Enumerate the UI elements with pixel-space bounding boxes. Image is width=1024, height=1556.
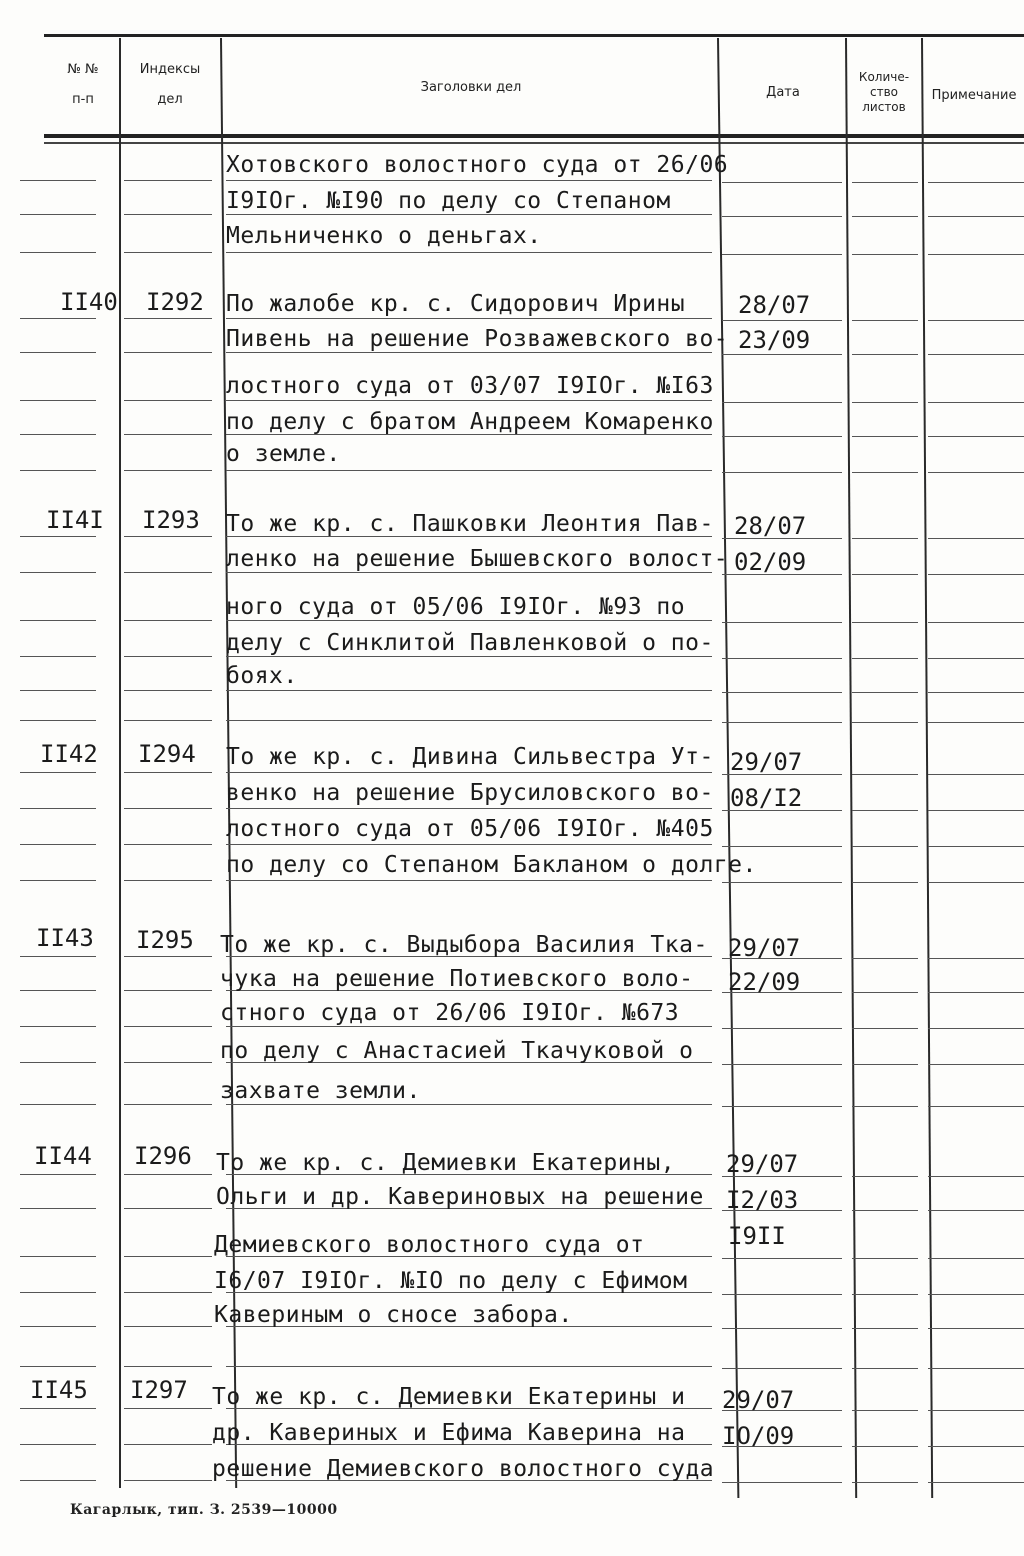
ruled-line — [124, 880, 212, 881]
entry-title-line: То же кр. с. Демиевки Екатерины и — [212, 1384, 686, 1410]
ruled-line — [124, 1062, 212, 1063]
ruled-line — [20, 572, 96, 573]
entry-title-line: по делу со Степаном Бакланом о долге. — [226, 852, 757, 878]
entry-title-line: Хотовского волостного суда от 26/06 — [226, 152, 729, 178]
ruled-line — [124, 180, 212, 181]
ruled-line — [722, 182, 842, 183]
ruled-line — [20, 1208, 96, 1209]
ruled-line — [124, 434, 212, 435]
entry-date: 29/07 — [730, 748, 803, 776]
ruled-line — [124, 1480, 212, 1481]
ruled-line — [124, 1104, 212, 1105]
ruled-line — [928, 436, 1024, 437]
ruled-line — [226, 572, 712, 573]
ruled-line — [928, 846, 1024, 847]
entry-title-line: Пивень на решение Розважевского во- — [226, 326, 729, 352]
ruled-line — [852, 722, 918, 723]
ruled-line — [124, 1208, 212, 1209]
ruled-line — [20, 180, 96, 181]
ruled-line — [20, 1480, 96, 1481]
ruled-line — [722, 1106, 842, 1107]
ruled-line — [20, 1174, 96, 1175]
ruled-line — [226, 656, 712, 657]
ruled-line — [226, 318, 712, 319]
entry-title-line: боях. — [226, 663, 298, 689]
entry-index: I296 — [134, 1142, 192, 1170]
ruled-line — [20, 844, 96, 845]
ruled-line — [852, 1210, 918, 1211]
ruled-line — [20, 1104, 96, 1105]
ruled-line — [20, 1062, 96, 1063]
header-col-date-text: Дата — [766, 85, 800, 100]
ruled-line — [722, 882, 842, 883]
ruled-line — [722, 1294, 842, 1295]
ruled-line — [124, 252, 212, 253]
entry-number: II43 — [36, 924, 94, 952]
ruled-line — [124, 1408, 212, 1409]
ruled-line — [226, 352, 712, 353]
ruled-line — [124, 620, 212, 621]
entry-date: 29/07 — [726, 1150, 799, 1178]
ruled-line — [928, 810, 1024, 811]
ruled-line — [928, 216, 1024, 217]
ruled-line — [852, 1176, 918, 1177]
ruled-line — [20, 656, 96, 657]
ruled-line — [852, 1410, 918, 1411]
header-col-count — [848, 70, 920, 115]
column-divider-1 — [119, 38, 121, 1488]
ruled-line — [928, 1210, 1024, 1211]
entry-title-line: Мельниченко о деньгах. — [226, 223, 542, 249]
ruled-line — [852, 216, 918, 217]
ruled-line — [722, 1482, 842, 1483]
ruled-line — [124, 656, 212, 657]
ruled-line — [226, 1104, 712, 1105]
ruled-line — [852, 774, 918, 775]
entry-date: 08/I2 — [730, 784, 803, 812]
ruled-line — [852, 810, 918, 811]
header-col-date — [722, 85, 844, 101]
ruled-line — [852, 1328, 918, 1329]
ruled-line — [226, 772, 712, 773]
entry-title-line: То же кр. с. Пашковки Леонтия Пав- — [226, 511, 714, 537]
ruled-line — [124, 536, 212, 537]
entry-index: I295 — [136, 926, 194, 954]
entry-number: II42 — [40, 740, 98, 768]
ruled-line — [20, 400, 96, 401]
header-top-rule — [44, 34, 1024, 37]
ruled-line — [226, 1366, 712, 1367]
ruled-line — [722, 1368, 842, 1369]
ruled-line — [20, 990, 96, 991]
ruled-line — [928, 254, 1024, 255]
ruled-line — [722, 436, 842, 437]
ruled-line — [928, 658, 1024, 659]
entry-date: 23/09 — [738, 326, 811, 354]
ruled-line — [226, 720, 712, 721]
printer-footer: Кагарлык, тип. З. 2539—10000 — [70, 1502, 338, 1518]
ruled-line — [852, 1446, 918, 1447]
ruled-line — [124, 1256, 212, 1257]
ruled-line — [928, 1368, 1024, 1369]
entry-index: I293 — [142, 506, 200, 534]
header-col-index — [124, 62, 216, 108]
ruled-line — [226, 690, 712, 691]
ruled-line — [928, 1328, 1024, 1329]
ruled-line — [20, 1366, 96, 1367]
header-col-note — [924, 88, 1024, 104]
ruled-line — [928, 574, 1024, 575]
ruled-line — [722, 1028, 842, 1029]
entry-title-line: чука на решение Потиевского воло- — [220, 966, 694, 992]
ruled-line — [928, 722, 1024, 723]
ruled-line — [124, 844, 212, 845]
entry-title-line: захвате земли. — [220, 1078, 421, 1104]
ruled-line — [20, 808, 96, 809]
entry-title-line: То же кр. с. Выдыбора Василия Тка- — [220, 932, 708, 958]
ruled-line — [722, 402, 842, 403]
ruled-line — [722, 354, 842, 355]
entry-title-line: о земле. — [226, 441, 341, 467]
entry-number: II4I — [46, 506, 104, 534]
entry-title-line: По жалобе кр. с. Сидорович Ирины — [226, 291, 686, 317]
entry-number: II45 — [30, 1376, 88, 1404]
ruled-line — [226, 620, 712, 621]
ruled-line — [722, 1258, 842, 1259]
ruled-line — [20, 252, 96, 253]
entry-date: I9II — [728, 1222, 786, 1250]
ruled-line — [124, 808, 212, 809]
header-col-index-line2: дел — [157, 92, 183, 107]
ruled-line — [20, 690, 96, 691]
ruled-line — [20, 1408, 96, 1409]
ruled-line — [928, 622, 1024, 623]
ruled-line — [722, 658, 842, 659]
ruled-line — [124, 1026, 212, 1027]
column-divider-5 — [921, 38, 933, 1498]
ruled-line — [928, 958, 1024, 959]
ruled-line — [852, 1106, 918, 1107]
entry-number: II40 — [60, 288, 118, 316]
ruled-line — [852, 436, 918, 437]
ruled-line — [928, 472, 1024, 473]
ruled-line — [20, 1292, 96, 1293]
entry-number: II44 — [34, 1142, 92, 1170]
header-col-count-line3: листов — [862, 100, 906, 114]
ruled-line — [928, 402, 1024, 403]
ruled-line — [124, 1292, 212, 1293]
ruled-line — [928, 1176, 1024, 1177]
ruled-line — [20, 1444, 96, 1445]
ruled-line — [124, 1174, 212, 1175]
ruled-line — [722, 722, 842, 723]
ruled-line — [124, 1326, 212, 1327]
ruled-line — [124, 214, 212, 215]
entry-title-line: лостного суда от 05/06 I9IOг. №405 — [226, 816, 714, 842]
ruled-line — [852, 320, 918, 321]
ruled-line — [852, 1482, 918, 1483]
ruled-line — [722, 254, 842, 255]
ruled-line — [20, 772, 96, 773]
ruled-line — [20, 318, 96, 319]
ruled-line — [722, 1064, 842, 1065]
entry-date: 29/07 — [728, 934, 801, 962]
ruled-line — [928, 1446, 1024, 1447]
header-col-number — [52, 62, 114, 108]
header-col-note-text: Примечание — [931, 88, 1017, 103]
ruled-line — [852, 254, 918, 255]
ruled-line — [20, 620, 96, 621]
entry-title-line: решение Демиевского волостного суда — [212, 1456, 715, 1482]
ruled-line — [852, 622, 918, 623]
ruled-line — [124, 400, 212, 401]
entry-title-line: I6/07 I9IOг. №IO по делу с Ефимом — [214, 1268, 688, 1294]
ruled-line — [928, 1410, 1024, 1411]
ruled-line — [852, 992, 918, 993]
ruled-line — [852, 574, 918, 575]
ruled-line — [722, 692, 842, 693]
ruled-line — [20, 880, 96, 881]
entry-title-line: ленко на решение Бышевского волост- — [226, 546, 729, 572]
ruled-line — [226, 1026, 712, 1027]
ruled-line — [226, 808, 712, 809]
entry-title-line: ного суда от 05/06 I9IOг. №93 по — [226, 594, 686, 620]
entry-date: 22/09 — [728, 968, 801, 996]
entry-title-line: То же кр. с. Дивина Сильвестра Ут- — [226, 744, 714, 770]
ruled-line — [928, 692, 1024, 693]
ruled-line — [226, 470, 712, 471]
entry-title-line: стного суда от 26/06 I9IOг. №673 — [220, 1000, 680, 1026]
entry-date: 29/07 — [722, 1386, 795, 1414]
ruled-line — [852, 882, 918, 883]
ruled-line — [852, 538, 918, 539]
entry-title-line: венко на решение Брусиловского во- — [226, 780, 714, 806]
ruled-line — [722, 320, 842, 321]
ruled-line — [124, 956, 212, 957]
entry-date: IO/09 — [722, 1422, 795, 1450]
ruled-line — [20, 434, 96, 435]
ruled-line — [20, 214, 96, 215]
ruled-line — [20, 470, 96, 471]
entry-title-line: др. Кавериных и Ефима Каверина на — [212, 1420, 686, 1446]
entry-index: I294 — [138, 740, 196, 768]
ruled-line — [928, 1064, 1024, 1065]
header-col-index-line1: Индексы — [139, 62, 201, 77]
ruled-line — [928, 182, 1024, 183]
entry-title-line: Демиевского волостного суда от — [214, 1232, 645, 1258]
ruled-line — [852, 472, 918, 473]
ruled-line — [226, 214, 712, 215]
ruled-line — [226, 844, 712, 845]
entry-date: 28/07 — [738, 291, 811, 319]
ruled-line — [226, 180, 712, 181]
ruled-line — [928, 1294, 1024, 1295]
header-col-count-line1: Количе- — [858, 70, 910, 84]
entry-title-line: лостного суда от 03/07 I9IOг. №I63 — [226, 373, 714, 399]
ruled-line — [124, 352, 212, 353]
ruled-line — [928, 882, 1024, 883]
ruled-line — [928, 774, 1024, 775]
ruled-line — [852, 1294, 918, 1295]
entry-title-line: Ольги и др. Кавериновых на решение — [216, 1184, 704, 1210]
ruled-line — [226, 880, 712, 881]
ruled-line — [20, 352, 96, 353]
ruled-line — [852, 1028, 918, 1029]
ruled-line — [20, 1326, 96, 1327]
ruled-line — [928, 1028, 1024, 1029]
ruled-line — [722, 1328, 842, 1329]
ruled-line — [124, 470, 212, 471]
ruled-line — [20, 1256, 96, 1257]
ruled-line — [124, 690, 212, 691]
entry-index: I297 — [130, 1376, 188, 1404]
header-col-number-line2: п-п — [72, 92, 94, 107]
header-col-count-line2: ство — [869, 85, 898, 99]
entry-title-line: делу с Синклитой Павленковой о по- — [226, 630, 714, 656]
ruled-line — [852, 1258, 918, 1259]
ruled-line — [20, 956, 96, 957]
ruled-line — [20, 1026, 96, 1027]
ruled-line — [928, 992, 1024, 993]
ruled-line — [928, 354, 1024, 355]
ruled-line — [852, 182, 918, 183]
ruled-line — [226, 400, 712, 401]
ruled-line — [928, 1106, 1024, 1107]
ruled-line — [928, 538, 1024, 539]
entry-title-line: То же кр. с. Демиевки Екатерины, — [216, 1150, 676, 1176]
header-col-title — [226, 80, 716, 96]
ruled-line — [852, 846, 918, 847]
ruled-line — [124, 990, 212, 991]
ruled-line — [124, 720, 212, 721]
column-divider-4 — [845, 38, 857, 1498]
ruled-line — [928, 320, 1024, 321]
ruled-line — [20, 720, 96, 721]
ruled-line — [20, 536, 96, 537]
ruled-line — [226, 252, 712, 253]
entry-title-line: I9IOг. №I90 по делу со Степаном — [226, 188, 671, 214]
ruled-line — [124, 1366, 212, 1367]
header-col-title-text: Заголовки дел — [420, 80, 522, 95]
ruled-line — [852, 958, 918, 959]
ruled-line — [928, 1482, 1024, 1483]
ruled-line — [722, 846, 842, 847]
ruled-line — [852, 1368, 918, 1369]
ruled-line — [852, 658, 918, 659]
entry-index: I292 — [146, 288, 204, 316]
entry-title-line: по делу с братом Андреем Комаренко — [226, 409, 714, 435]
ruled-line — [722, 472, 842, 473]
ruled-line — [124, 572, 212, 573]
entry-date: 28/07 — [734, 512, 807, 540]
entry-title-line: Кавериным о сносе забора. — [214, 1302, 573, 1328]
ruled-line — [124, 772, 212, 773]
entry-date: 02/09 — [734, 548, 807, 576]
header-bottom-rule-2 — [44, 142, 1024, 144]
entry-date: I2/03 — [726, 1186, 799, 1214]
ruled-line — [852, 1064, 918, 1065]
ruled-line — [722, 622, 842, 623]
ruled-line — [124, 318, 212, 319]
ruled-line — [852, 692, 918, 693]
entry-title-line: по делу с Анастасией Ткачуковой о — [220, 1038, 694, 1064]
header-col-number-line1: № № — [67, 62, 99, 77]
ruled-line — [722, 216, 842, 217]
header-bottom-rule — [44, 134, 1024, 138]
ruled-line — [124, 1444, 212, 1445]
ruled-line — [852, 402, 918, 403]
ruled-line — [928, 1258, 1024, 1259]
ruled-line — [852, 354, 918, 355]
